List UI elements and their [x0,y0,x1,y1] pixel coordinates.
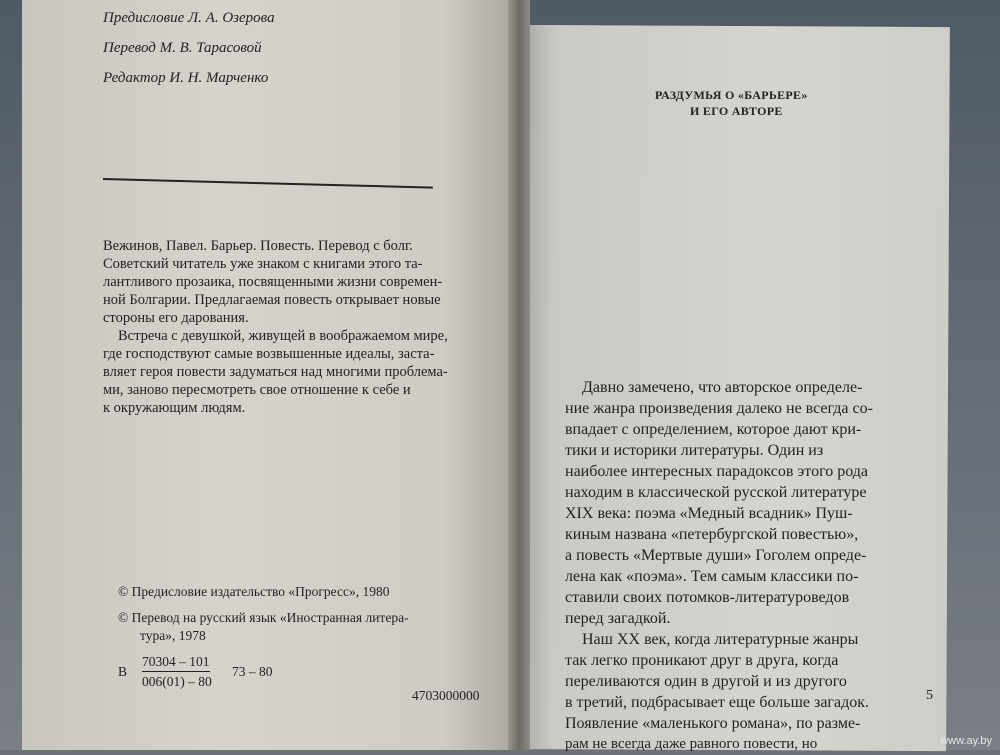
body-line: перед загадкой. [565,610,671,627]
body-line: в третий, подбрасывает еще больше загадок. [565,694,869,711]
chapter-heading-line-1: РАЗДУМЬЯ О «БАРЬЕРЕ» [655,88,808,102]
body-line: лена как «поэма». Тем самым классики по- [565,568,859,585]
annotation-line: к окружающим людям. [103,400,246,416]
annotation-line: вляет героя повести задуматься над многими проблема- [103,364,448,380]
annotation-line: лантливого прозаика, посвященными жизни современ- [103,274,443,290]
page-number: 5 [926,688,933,703]
body-line: киным названа «петербургской повестью», [565,526,859,543]
body-line: впадает с определением, которое дают кри- [565,421,862,438]
book-gutter [508,0,530,750]
watermark: www.ay.by [940,735,992,747]
chapter-heading-line-2: И ЕГО АВТОРЕ [690,104,783,118]
catalog-denominator: 006(01) – 80 [142,674,212,689]
annotation-line: где господствуют самые возвышенные идеалы, заста- [103,346,435,362]
annotation-line: Вежинов, Павел. Барьер. Повесть. Перевод с болг. [103,238,413,254]
body-line: так легко проникают друг в друга, когда [565,652,839,669]
credit-line-2: Перевод М. В. Тарасовой [103,40,262,56]
annotation-line: ной Болгарии. Предлагаемая повесть открывает новые [103,292,441,308]
body-line: Давно замечено, что авторское определе- [582,379,863,396]
body-line: Наш XX век, когда литературные жанры [582,631,859,648]
body-line: тики и историки литературы. Один из [565,442,824,459]
catalog-numerator: 70304 – 101 [142,654,210,672]
annotation-line: Встреча с девушкой, живущей в воображаемом мире, [118,328,448,344]
copyright-line: © Предисловие издательство «Прогресс», 1980 [118,584,390,599]
body-line: XIX века: поэма «Медный всадник» Пуш- [565,505,853,522]
credit-line-3: Редактор И. Н. Марченко [103,70,269,86]
annotation-line: ми, заново пересмотреть свое отношение к себе и [103,382,411,398]
catalog-letter: В [118,664,128,679]
annotation-line: стороны его дарования. [103,310,249,326]
copyright-line: © Перевод на русский язык «Иностранная литера- [118,610,409,625]
body-line: а повесть «Мертвые души» Гоголем опреде- [565,547,867,564]
body-line: рам не всегда даже равного повести, но [565,736,818,752]
copyright-line: тура», 1978 [140,628,206,643]
catalog-code: 73 – 80 [232,664,273,679]
body-line: Появление «маленького романа», по разме- [565,715,861,732]
body-line: ние жанра произведения далеко не всегда со- [565,400,873,417]
isbn: 4703000000 [412,688,480,703]
body-line: находим в классической русской литературе [565,484,867,501]
body-line: ставили своих потомков-литературоведов [565,589,850,606]
body-line: наиболее интересных парадоксов этого рода [565,463,869,480]
credit-line-1: Предисловие Л. А. Озерова [103,10,275,26]
annotation-line: Советский читатель уже знаком с книгами этого та- [103,256,423,272]
body-line: переливаются один в другой и из другого [565,673,847,690]
